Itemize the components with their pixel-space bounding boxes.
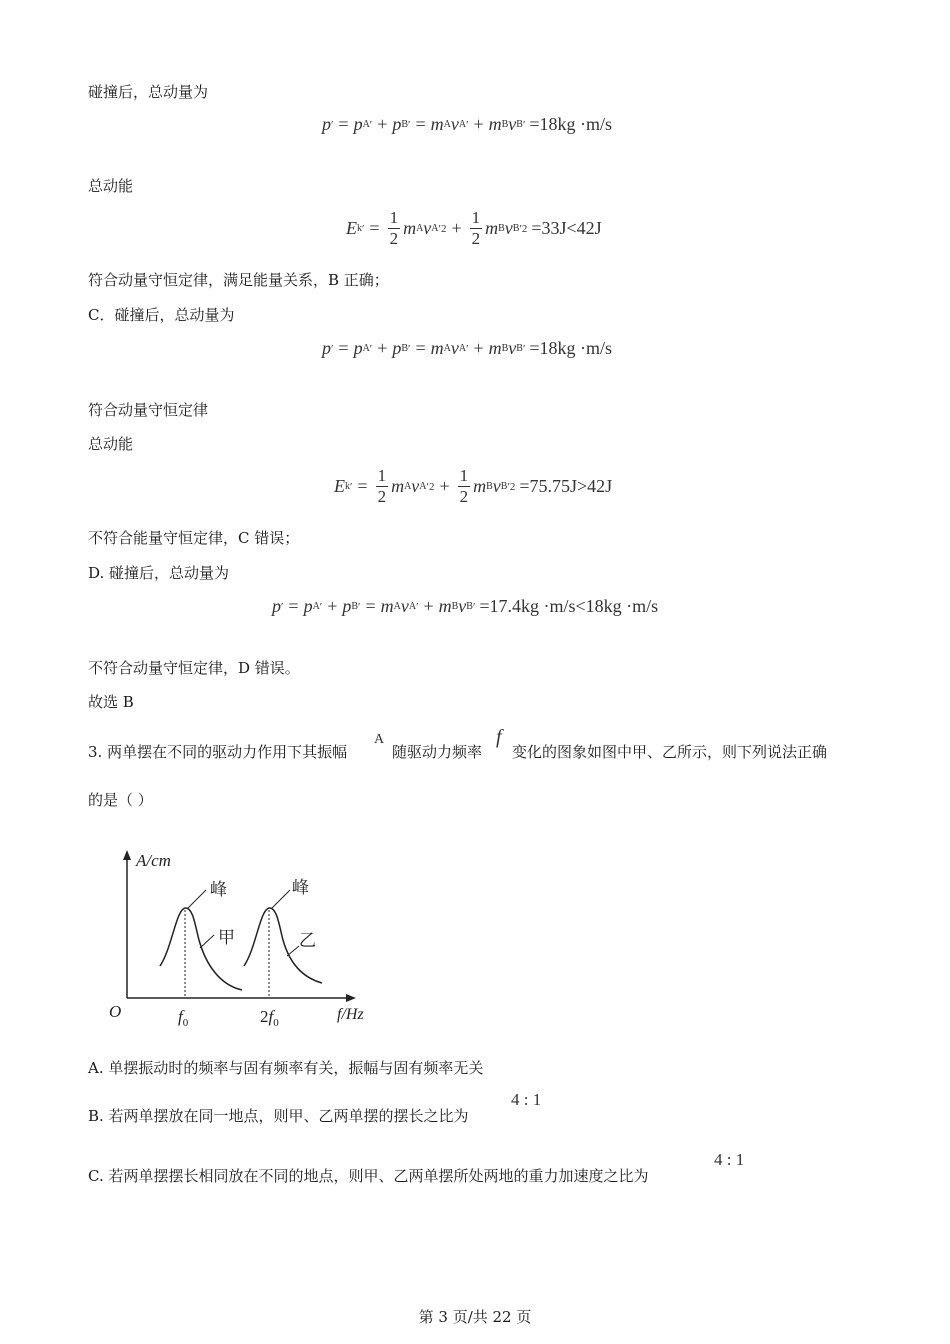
equation-result: =18kg ·m/s xyxy=(529,114,613,134)
curve-yi-label: 乙 xyxy=(299,931,316,950)
peak-label-1: 峰 xyxy=(210,880,227,899)
question-3-part-c: 变化的图象如图中甲、乙所示，则下列说法正确 xyxy=(512,743,828,761)
jia-leader xyxy=(200,935,214,948)
text-line-2: 总动能 xyxy=(88,177,134,195)
y-axis-label: A/cm xyxy=(136,851,171,870)
resonance-figure xyxy=(100,840,400,1035)
equation-momentum-3: p ′ = p A ′ + p B ′ = m A v A ′ + m B v B ′ =17.4kg ·m/s<18kg ·m/s xyxy=(272,596,659,616)
y-axis-arrow xyxy=(123,850,131,860)
curve-jia-label: 甲 xyxy=(218,928,235,947)
option-b-ratio: 4 : 1 xyxy=(511,1090,542,1109)
equation-result: =17.4kg ·m/s<18kg ·m/s xyxy=(479,596,659,616)
equation-energy-1: E k ′ = $\frac{1}{2}$ m A v A ′2 + $\frac{1}{2}$ m B v B ′2 =33J<42J xyxy=(346,208,602,248)
text-line-1: 碰撞后，总动量为 xyxy=(88,83,209,101)
tick-f0: $f_0$ xyxy=(178,1007,189,1029)
page-footer: 第 3 页/共 22 页 xyxy=(418,1308,532,1326)
question-3-end: 的是（ ） xyxy=(88,791,153,809)
text-line-8: D. 碰撞后，总动量为 xyxy=(88,564,230,582)
peak-leader-1 xyxy=(188,890,206,908)
text-line-5: 符合动量守恒定律 xyxy=(88,401,209,419)
text-line-6: 总动能 xyxy=(88,435,134,453)
curve-jia xyxy=(160,908,242,990)
peak-label-2: 峰 xyxy=(292,878,309,897)
option-c-ratio: 4 : 1 xyxy=(714,1150,745,1169)
equation-result: =33J<42J xyxy=(531,218,602,238)
text-line-9: 不符合动量守恒定律，D 错误。 xyxy=(88,659,300,677)
equation-momentum-1: p ′ = p A ′ + p B ′ = m A v A ′ + m B v B ′ =18kg ·m/s xyxy=(322,114,613,134)
x-axis-label: f/Hz xyxy=(337,1006,364,1023)
question-3-part-a: 3. 两单摆在不同的驱动力作用下其振幅 xyxy=(88,743,348,761)
text-line-4: C．碰撞后，总动量为 xyxy=(88,306,235,324)
option-b: B. 若两单摆放在同一地点，则甲、乙两单摆的摆长之比为 xyxy=(88,1107,469,1125)
x-axis-arrow xyxy=(346,994,356,1002)
text-line-10: 故选 B xyxy=(88,693,134,711)
tick-2f0: $2f_0$ xyxy=(260,1007,279,1029)
text-line-3: 符合动量守恒定律，满足能量关系，B 正确； xyxy=(88,271,389,289)
equation-result: =75.75J>42J xyxy=(519,476,613,496)
equation-momentum-2: p ′ = p A ′ + p B ′ = m A v A ′ + m B v B ′ =18kg ·m/s xyxy=(322,338,613,358)
question-3-var-f: f xyxy=(496,726,502,748)
question-3-var-a: A xyxy=(374,732,385,747)
yi-leader xyxy=(287,946,299,956)
option-a: A. 单摆振动时的频率与固有频率有关，振幅与固有频率无关 xyxy=(88,1059,484,1077)
option-c: C. 若两单摆摆长相同放在不同的地点，则甲、乙两单摆所处两地的重力加速度之比为 xyxy=(88,1167,649,1185)
origin-label: O xyxy=(109,1002,122,1021)
peak-leader-2 xyxy=(272,890,290,908)
equation-energy-2: E k ′ = $\frac{1}{2}$ m A v A ′2 + $\frac{1}{2}$ m B v B ′2 =75.75J>42J xyxy=(334,466,613,506)
equation-result: =18kg ·m/s xyxy=(529,338,613,358)
question-3-part-b: 随驱动力频率 xyxy=(392,743,483,761)
text-line-7: 不符合能量守恒定律，C 错误； xyxy=(88,529,300,547)
